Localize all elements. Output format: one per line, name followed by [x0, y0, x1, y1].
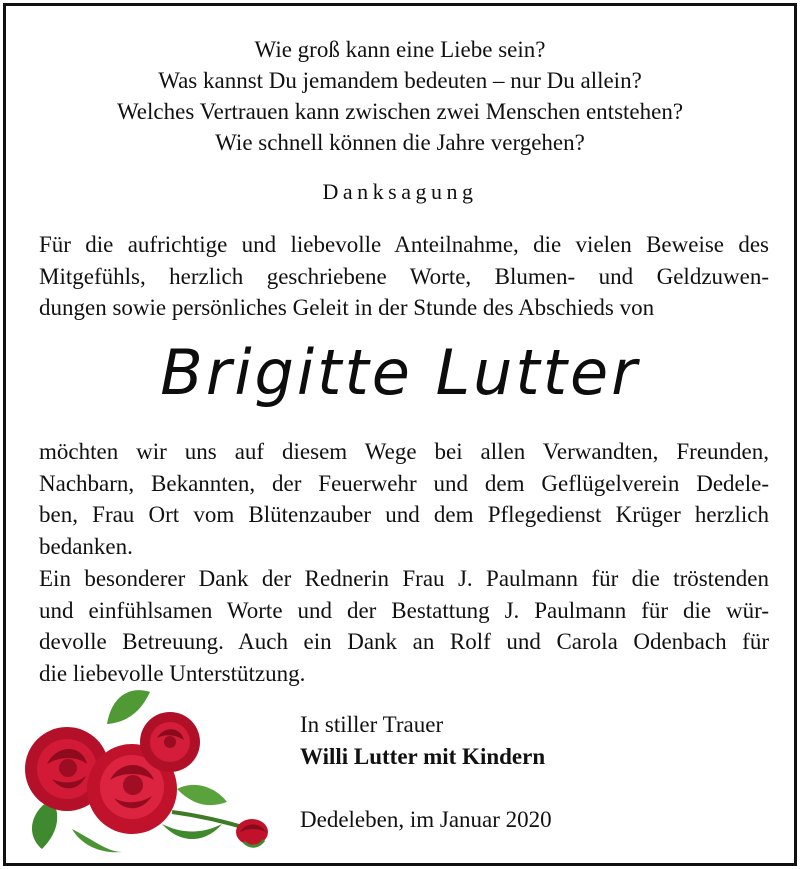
heading-danksagung: Danksagung — [322, 179, 478, 204]
text-line: möchten wir uns auf diesem Wege bei allen Verwandten, Freunden, — [39, 439, 769, 464]
poem-line: Wie schnell können die Jahre vergehen? — [215, 130, 585, 155]
intro-paragraph — [39, 229, 769, 324]
text-line: Für die aufrichtige und liebevolle Anteilnahme, die vielen Beweise des — [39, 232, 769, 257]
text-line: dungen sowie persönliches Geleit in der Stunde des Abschieds von — [39, 295, 655, 320]
poem-line: Was kannst Du jemandem bedeuten – nur Du allein? — [158, 68, 642, 93]
mourning-line: In stiller Trauer — [300, 712, 444, 737]
poem — [6, 34, 794, 158]
text-line: bedanken. — [39, 533, 133, 559]
place-date: Dedeleben, im Januar 2020 — [300, 807, 552, 832]
text-line: Ein besonderer Dank der Rednerin Frau J. Paulmann für die tröstenden — [39, 566, 769, 591]
poem-line: Wie groß kann eine Liebe sein? — [254, 37, 546, 62]
family-signature: Willi Lutter mit Kindern — [300, 744, 546, 769]
text-line: devolle Betreuung. Auch ein Dank an Rolf und Carola Odenbach für — [39, 629, 769, 654]
text-line: und einfühlsamen Worte und der Bestattung J. Paulmann für die wür- — [39, 597, 769, 623]
red-roses-icon — [12, 684, 274, 854]
text-line: die liebevolle Unterstützung. — [39, 660, 306, 686]
special-thanks-paragraph — [39, 563, 769, 689]
deceased-name: Brigitte Lutter — [160, 336, 640, 409]
text-line: ben, Frau Ort vom Blütenzauber und dem Pflegedienst Krüger herzlich — [39, 502, 769, 527]
obituary-notice — [3, 3, 797, 866]
thanks-paragraph — [39, 436, 769, 562]
poem-line: Welches Vertrauen kann zwischen zwei Menschen entstehen? — [116, 99, 684, 124]
text-line: Mitgefühls, herzlich geschriebene Worte, Blumen- und Geldzuwen- — [39, 263, 769, 289]
text-line: Nachbarn, Bekannten, der Feuerwehr und dem Geflügelverein Dedele- — [39, 470, 769, 496]
